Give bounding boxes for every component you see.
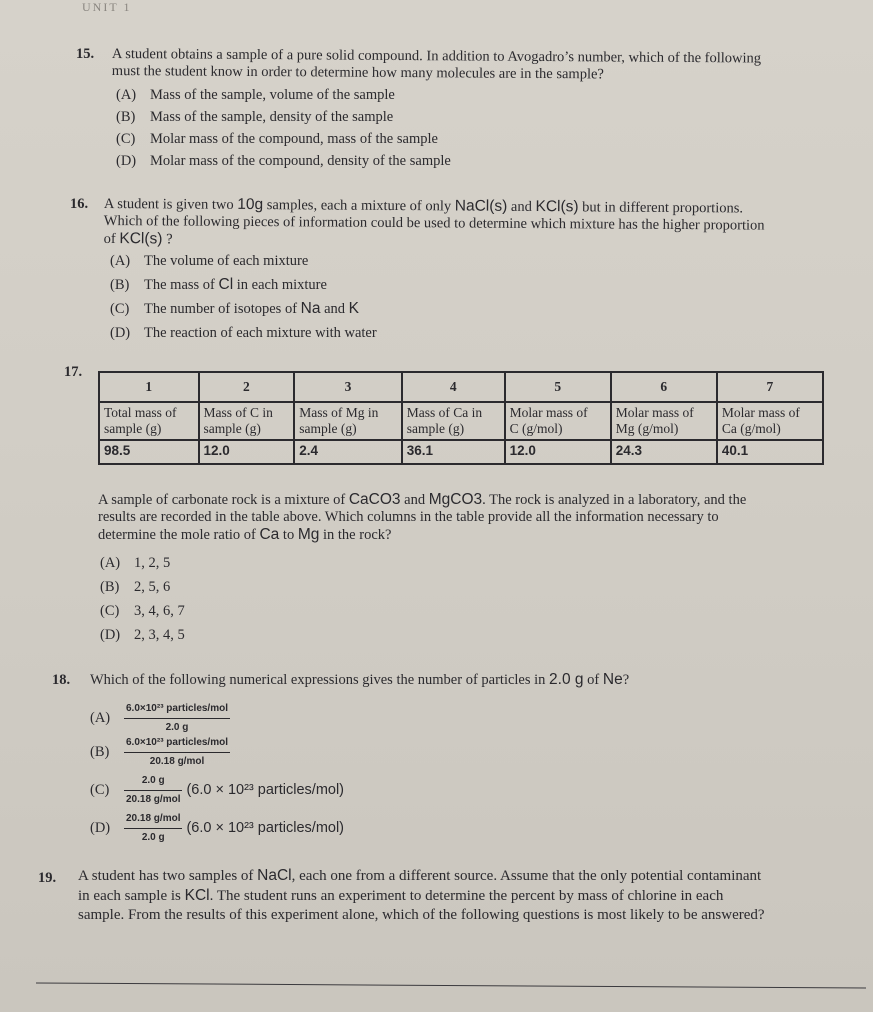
q17-data-table: [98, 371, 824, 465]
table-label-row: [99, 402, 823, 440]
table-value-row: [99, 440, 823, 464]
q19-line3: sample. From the results of this experiment alone, which of the following questions is most likely to be answered?: [78, 907, 765, 923]
table-label-cell: Mass of C in sample (g): [199, 402, 295, 440]
q17-line1: A sample of carbonate rock is a mixture of CaCO3 and MgCO3. The rock is analyzed in a laboratory, and the: [98, 491, 747, 508]
q15-line1: A student obtains a sample of a pure solid compound. In addition to Avogadro’s number, which of the following: [111, 46, 762, 67]
q15-option-c[interactable]: (C) Molar mass of the compound, mass of the sample: [116, 131, 438, 147]
table-col-header: 5: [505, 372, 611, 402]
table-label-cell: Molar mass of Mg (g/mol): [611, 402, 717, 440]
q16-option-c[interactable]: (C) The number of isotopes of Na and K: [110, 300, 360, 317]
page-header-faint: UNIT 1: [82, 0, 132, 14]
q18-option-b[interactable]: (B) $\frac{\text{6.0×10²³ particles/mol}}{\text{20.18 g/mol}}$: [90, 734, 234, 771]
q17-option-c[interactable]: (C) 3, 4, 6, 7: [100, 603, 185, 619]
q16-line2: Which of the following pieces of information could be used to determine which mixture has the higher proportion: [103, 212, 765, 234]
q19-number: 19.: [38, 870, 57, 886]
q18-number: 18.: [52, 672, 71, 688]
table-label-cell: Mass of Ca in sample (g): [402, 402, 505, 440]
q17-option-b[interactable]: (B) 2, 5, 6: [100, 579, 171, 595]
table-value-cell: 2.4: [294, 440, 401, 464]
q18-option-c[interactable]: (C) $\frac{2.0 g}{\text{20.18 g/mol}}$ (6.0 × 10²³ particles/mol): [90, 772, 344, 809]
q16-option-d[interactable]: (D) The reaction of each mixture with water: [110, 325, 377, 341]
q16-number: 16.: [70, 196, 89, 212]
q16-option-a[interactable]: (A) The volume of each mixture: [110, 253, 309, 269]
q15-option-b[interactable]: (B) Mass of the sample, density of the sample: [116, 109, 394, 125]
q16-option-b[interactable]: (B) The mass of Cl in each mixture: [110, 276, 327, 293]
answer-line: [36, 982, 866, 988]
table-col-header: 6: [611, 372, 717, 402]
q16-line1: A student is given two 10g samples, each a mixture of only NaCl(s) and KCl(s) but in different proportions.: [103, 195, 744, 217]
table-value-cell: 40.1: [717, 440, 823, 464]
table-value-cell: 24.3: [611, 440, 717, 464]
q17-stem: [98, 491, 818, 544]
q15-stem: [112, 46, 852, 85]
table-header-row: [99, 372, 823, 402]
q16-line3: of KCl(s) ?: [103, 230, 173, 248]
q19-line1: A student has two samples of NaCl, each one from a different source. Assume that the only potential contaminant: [78, 867, 762, 884]
table-label-cell: Molar mass of Ca (g/mol): [717, 402, 823, 440]
q17-number: 17.: [64, 364, 83, 380]
q17-line2: results are recorded in the table above. Which columns in the table provide all the information necessary to: [98, 509, 719, 525]
table-col-header: 3: [294, 372, 401, 402]
fraction: $\frac{\text{20.18 g/mol}}{2.0 g}$: [124, 810, 182, 847]
q17-option-a[interactable]: (A) 1, 2, 5: [100, 555, 171, 571]
table-value-cell: 36.1: [402, 440, 505, 464]
table-label-cell: Total mass of sample (g): [99, 402, 199, 440]
q18-stem: Which of the following numerical expressions gives the number of particles in 2.0 g of Ne?: [90, 671, 630, 688]
fraction: $\frac{\text{6.0×10²³ particles/mol}}{\text{20.18 g/mol}}$: [124, 734, 230, 771]
table-col-header: 2: [199, 372, 295, 402]
fraction: $\frac{2.0 g}{\text{20.18 g/mol}}$: [124, 772, 182, 809]
q19-line2: in each sample is KCl. The student runs an experiment to determine the percent by mass of chlorine in each: [78, 887, 724, 904]
q17-line3: determine the mole ratio of Ca to Mg in the rock?: [98, 526, 392, 543]
q15-number: 15.: [76, 46, 95, 62]
q18-option-d[interactable]: (D) $\frac{\text{20.18 g/mol}}{2.0 g}$ (6.0 × 10²³ particles/mol): [90, 810, 344, 847]
table-value-cell: 98.5: [99, 440, 199, 464]
q15-option-a[interactable]: (A) Mass of the sample, volume of the sample: [116, 87, 395, 103]
q15-option-d[interactable]: (D) Molar mass of the compound, density of the sample: [116, 153, 451, 169]
table-value-cell: 12.0: [505, 440, 611, 464]
q18-option-a[interactable]: (A) $\frac{\text{6.0×10²³ particles/mol}}{2.0 g}$: [90, 700, 234, 737]
table-value-cell: 12.0: [199, 440, 295, 464]
q15-line2: must the student know in order to determine how many molecules are in the sample?: [111, 62, 604, 83]
table-label-cell: Molar mass of C (g/mol): [505, 402, 611, 440]
q19-stem: [78, 866, 868, 925]
table-col-header: 1: [99, 372, 199, 402]
fraction: $\frac{\text{6.0×10²³ particles/mol}}{2.0 g}$: [124, 700, 230, 737]
table-label-cell: Mass of Mg in sample (g): [294, 402, 401, 440]
table-col-header: 7: [717, 372, 823, 402]
table-col-header: 4: [402, 372, 505, 402]
q17-option-d[interactable]: (D) 2, 3, 4, 5: [100, 627, 185, 643]
q16-stem: [104, 195, 824, 253]
